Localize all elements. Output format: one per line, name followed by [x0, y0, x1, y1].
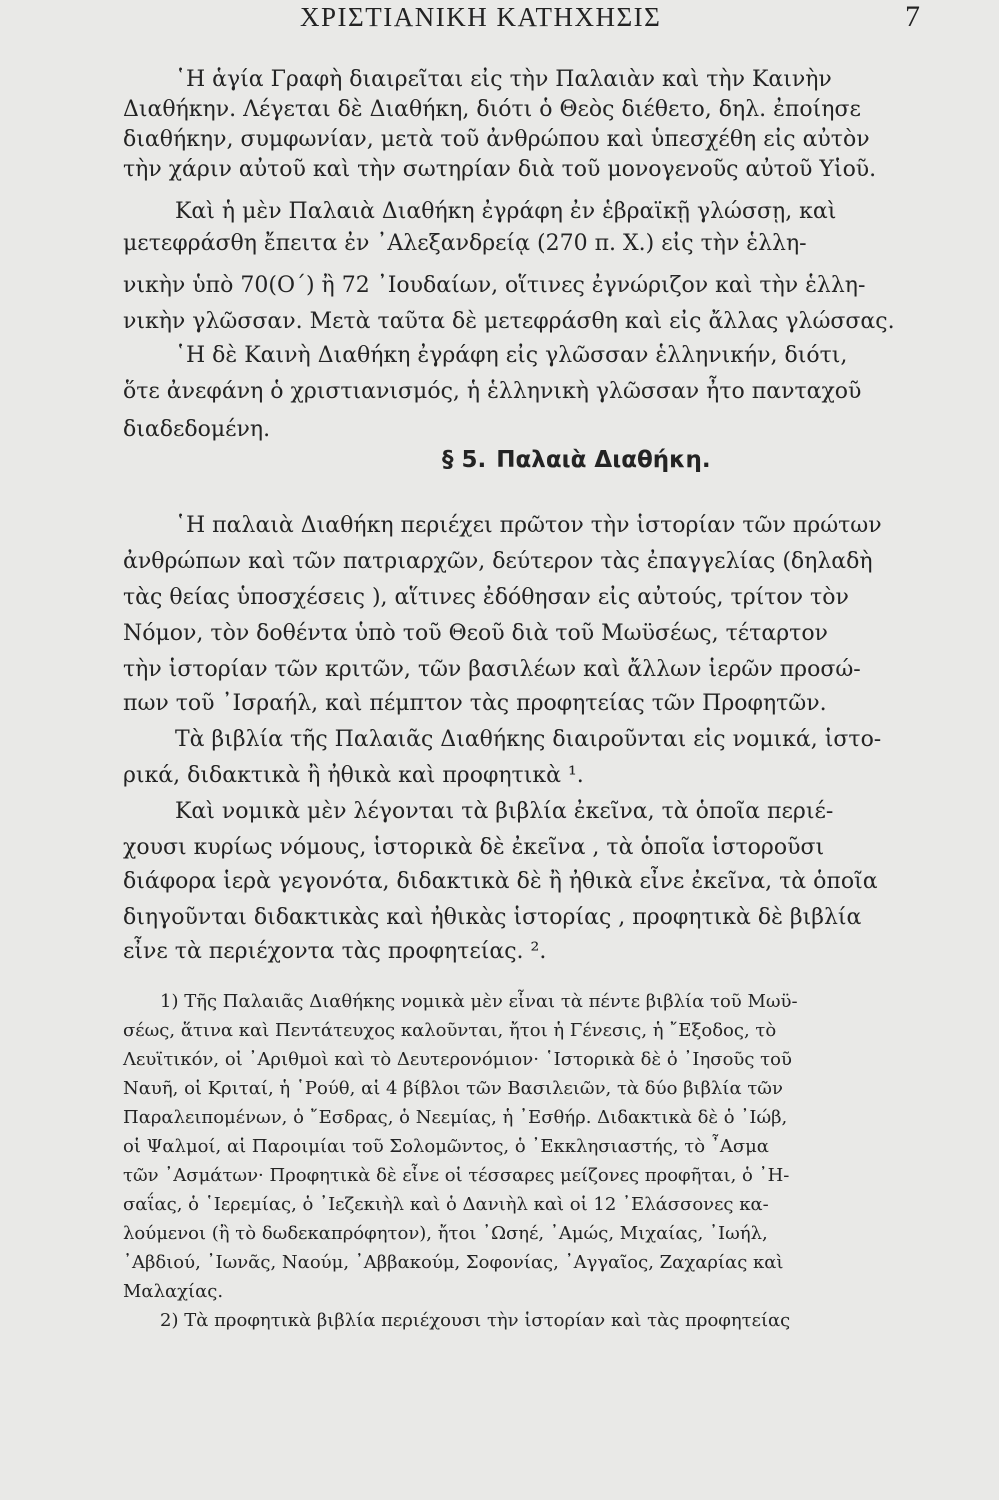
section-line-3: τὰς θείας ὑποσχέσεις ), αἵτινες ἐδόθησαν εἰς αὐτούς, τρίτον τὸν [123, 585, 849, 610]
section-number: § 5. [442, 447, 487, 473]
footnote-line-8: σαΐας, ὁ ῾Ιερεμίας, ὁ ᾿Ιεζεκιὴλ καὶ ὁ Δανιὴλ καὶ οἱ 12 ᾿Ελάσσονες κα- [123, 1194, 769, 1215]
section-line-5: τὴν ἱστορίαν τῶν κριτῶν, τῶν βασιλέων καὶ ἄλλων ἱερῶν προσώ- [123, 657, 861, 682]
section-line-4: Νόμον, τὸν δοθέντα ὑπὸ τοῦ Θεοῦ διὰ τοῦ Μωϋσέως, τέταρτον [123, 621, 828, 646]
intro-line-3: διαθήκην, συμφωνίαν, μετὰ τοῦ ἀνθρώπου καὶ ὑπεσχέθη εἰς αὐτὸν [123, 127, 870, 152]
footnote-line-6: οἱ Ψαλμοί, αἱ Παροιμίαι τοῦ Σολομῶντος, ὁ ᾿Εκκλησιαστής, τὸ ῏Ασμα [123, 1136, 769, 1157]
intro-line-5: Καὶ ἡ μὲν Παλαιὰ Διαθήκη ἐγράφη ἐν ἑβραϊκῇ γλώσσῃ, καὶ [175, 199, 837, 224]
footnote-line-11: Μαλαχίας. [123, 1281, 224, 1302]
running-head-title: ΧΡΙΣΤΙΑΝΙΚΗ ΚΑΤΗΧΗΣΙΣ [300, 2, 662, 32]
section-heading [442, 447, 711, 473]
footnote-line-5: Παραλειπομένων, ὁ ῎Εσδρας, ὁ Νεεμίας, ἡ ᾿Εσθήρ. Διδακτικὰ δὲ ὁ ᾿Ιώβ, [123, 1107, 788, 1128]
footnote-line-9: λούμενοι (ἢ τὸ δωδεκαπρόφητον), ἤτοι ᾿Ωσηέ, ᾿Αμώς, Μιχαίας, ᾿Ιωήλ, [123, 1223, 768, 1244]
intro-line-1: ῾Η ἁγία Γραφὴ διαιρεῖται εἰς τὴν Παλαιὰν καὶ τὴν Καινὴν [175, 67, 832, 92]
intro-line-4: τὴν χάριν αὐτοῦ καὶ τὴν σωτηρίαν διὰ τοῦ μονογενοῦς αὐτοῦ Υἱοῦ. [123, 157, 877, 182]
section-line-10: χουσι κυρίως νόμους, ἱστορικὰ δὲ ἐκεῖνα , τὰ ὁποῖα ἱστοροῦσι [123, 835, 825, 860]
section-line-6: πων τοῦ ᾿Ισραήλ, καὶ πέμπτον τὰς προφητείας τῶν Προφητῶν. [123, 691, 827, 716]
intro-line-10: ὅτε ἀνεφάνη ὁ χριστιανισμός, ἡ ἑλληνικὴ γλῶσσαν ἦτο πανταχοῦ [123, 379, 862, 404]
running-head [0, 0, 999, 44]
footnote-line-10: ᾿Αβδιού, ᾿Ιωνᾶς, Ναούμ, ᾿Αββακούμ, Σοφονίας, ᾿Αγγαῖος, Ζαχαρίας καὶ [123, 1252, 784, 1273]
intro-line-7: νικὴν ὑπὸ 70(Ο΄) ἢ 72 ᾿Ιουδαίων, οἵτινες ἐγνώριζον καὶ τὴν ἑλλη- [123, 273, 866, 298]
footnote-line-4: Ναυῆ, οἱ Κριταί, ἡ ῾Ρούθ, αἱ 4 βίβλοι τῶν Βασιλειῶν, τὰ δύο βιβλία τῶν [123, 1078, 783, 1099]
intro-line-9: ῾Η δὲ Καινὴ Διαθήκη ἐγράφη εἰς γλῶσσαν ἑλληνικήν, διότι, [175, 343, 848, 368]
footnote-line-7: τῶν ᾿Ασμάτων· Προφητικὰ δὲ εἶνε οἱ τέσσαρες μείζονες προφῆται, ὁ ᾿Η- [123, 1165, 790, 1186]
footnote-line-2: σέως, ἅτινα καὶ Πεντάτευχος καλοῦνται, ἤτοι ἡ Γένεσις, ἡ ῎Εξοδος, τὸ [123, 1020, 777, 1041]
footnote-line-1: 1) Τῆς Παλαιᾶς Διαθήκης νομικὰ μὲν εἶναι τὰ πέντε βιβλία τοῦ Μωϋ- [160, 991, 798, 1012]
section-line-12: διηγοῦνται διδακτικὰς καὶ ἠθικὰς ἱστορίας , προφητικὰ δὲ βιβλία [123, 905, 862, 930]
section-title: Παλαιὰ Διαθήκη. [496, 447, 711, 473]
section-line-1: ῾Η παλαιὰ Διαθήκη περιέχει πρῶτον τὴν ἱστορίαν τῶν πρώτων [175, 513, 882, 538]
section-line-8: ρικά, διδακτικὰ ἢ ἠθικὰ καὶ προφητικὰ ¹. [123, 763, 584, 788]
intro-line-6: μετεφράσθη ἔπειτα ἐν ᾿Αλεξανδρείᾳ (270 π. Χ.) εἰς τὴν ἑλλη- [123, 231, 807, 256]
footnote-line-3: Λευϊτικόν, οἱ ᾿Αριθμοὶ καὶ τὸ Δευτερονόμιον· ῾Ιστορικὰ δὲ ὁ ᾿Ιησοῦς τοῦ [123, 1049, 792, 1070]
section-line-13: εἶνε τὰ περιέχοντα τὰς προφητείας. ². [123, 939, 547, 964]
intro-line-2: Διαθήκην. Λέγεται δὲ Διαθήκη, διότι ὁ Θεὸς διέθετο, δηλ. ἐποίησε [123, 97, 861, 122]
page-number: 7 [905, 0, 920, 33]
section-line-7: Τὰ βιβλία τῆς Παλαιᾶς Διαθήκης διαιροῦνται εἰς νομικά, ἱστο- [175, 727, 882, 752]
section-line-11: διάφορα ἱερὰ γεγονότα, διδακτικὰ δὲ ἢ ἠθικὰ εἶνε ἐκεῖνα, τὰ ὁποῖα [123, 869, 878, 894]
section-line-2: ἀνθρώπων καὶ τῶν πατριαρχῶν, δεύτερον τὰς ἐπαγγελίας (δηλαδὴ [123, 549, 873, 574]
section-line-9: Καὶ νομικὰ μὲν λέγονται τὰ βιβλία ἐκεῖνα, τὰ ὁποῖα περιέ- [175, 799, 834, 824]
intro-line-8: νικὴν γλῶσσαν. Μετὰ ταῦτα δὲ μετεφράσθη καὶ εἰς ἄλλας γλώσσας. [123, 309, 895, 334]
intro-line-11: διαδεδομένη. [123, 417, 271, 442]
footnote-line-12: 2) Τὰ προφητικὰ βιβλία περιέχουσι τὴν ἱστορίαν καὶ τὰς προφητείας [160, 1310, 791, 1331]
